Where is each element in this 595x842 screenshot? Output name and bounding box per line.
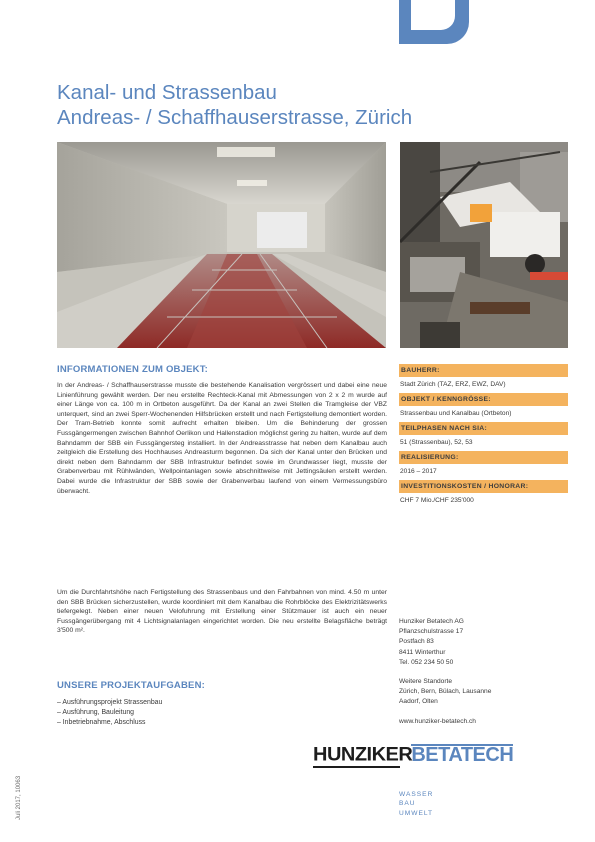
- phone: Tel. 052 234 50 50: [399, 658, 454, 666]
- logo-underline: [313, 766, 400, 768]
- website-link[interactable]: www.hunziker-betatech.ch: [399, 717, 476, 725]
- logo-betatech: BETATECH: [411, 744, 514, 766]
- objekt-value: Strassenbau und Kanalbau (Ortbeton): [400, 410, 512, 417]
- side-date: Juli 2017, 10063: [16, 775, 22, 820]
- tunnel-photo: [57, 142, 386, 348]
- title-line-2: Andreas- / Schaffhauserstrasse, Zürich: [57, 106, 413, 129]
- info-paragraph-1: In der Andreas- / Schaffhauserstrasse musste die bestehende Kanalisation vergrössert und dabei eine neue Linienführung gewählt werden. Der neu erstellte Rechteck-Kanal mit Abmessungen von 2 x 2 m wurde auf einer Länge von ca. 100 m in Ortbeton ausgeführt. Da der Kanal an zwei Stellen die Tramgleise der VBZ unterquert, sind an zwei Sperr-Wochenenden Hilfsbrücken erstellt und nach Fertigstellung demontiert worden. Der Tram-Betrieb konnte somit aufrecht erhalten bleiben. Um die Behinderung der grossen Fussgängermengen zwischen Bahnhof Oerlikon und Hallenstadion möglichst gering zu halten, wurde auf dem Bahndamm der SBB ein Fussgängersteg installiert. In der Andreasstrasse hat neben dem Kanalbau auch zeitgleich die Erstellung des Hochhauses Andreasturm begonnen. Da sich der Kanal unter den Brücken und direkt neben dem Bahndamm der SBB Infrastruktur befindet sowie im Grundwasser liegt, musste der Grabenverbau mit Rühlwänden, Wellpointanlagen sowie abschnittweise mit Jettingsäulen erstellt werden. Dabei wurde die Infrastruktur der SBB sowie der Grabenverbau laufend von einem Vermessungsbüro überwacht.: [57, 382, 387, 495]
- street: Pflanzschulstrasse 17: [399, 628, 464, 636]
- tasks-list: [57, 698, 377, 728]
- teilphasen-value: 51 (Strassenbau), 52, 53: [400, 439, 473, 446]
- page-title: [57, 80, 477, 130]
- city: 8411 Winterthur: [399, 648, 446, 656]
- construction-site-photo: [400, 142, 568, 348]
- realisierung-value: 2016 – 2017: [400, 468, 437, 475]
- contact-block: [399, 617, 569, 727]
- slogan-line-3: UMWELT: [399, 809, 434, 817]
- bauherr-label: BAUHERR:: [399, 364, 568, 377]
- postfach: Postfach 83: [399, 638, 434, 646]
- kosten-value: CHF 7 Mio./CHF 235'000: [400, 497, 474, 504]
- facts-table: [399, 364, 568, 509]
- task-item: – Inbetriebnahme, Abschluss: [57, 719, 146, 726]
- bauherr-value: Stadt Zürich (TAZ, ERZ, EWZ, DAV): [400, 381, 506, 388]
- slogan: [399, 790, 433, 818]
- standorte-title: Weitere Standorte: [399, 678, 453, 686]
- task-item: – Ausführung, Bauleitung: [57, 709, 135, 716]
- title-line-1: Kanal- und Strassenbau: [57, 81, 277, 104]
- tasks-heading: UNSERE PROJEKTAUFGABEN:: [57, 680, 205, 691]
- standorte-line-2: Aadorf, Olten: [399, 698, 438, 706]
- objekt-label: OBJEKT / KENNGRÖSSE:: [399, 393, 568, 406]
- standorte-line-1: Zürich, Bern, Bülach, Lausanne: [399, 688, 492, 696]
- info-heading: INFORMATIONEN ZUM OBJEKT:: [57, 364, 209, 375]
- realisierung-label: REALISIERUNG:: [399, 451, 568, 464]
- kosten-label: INVESTITIONSKOSTEN / HONORAR:: [399, 480, 568, 493]
- slogan-line-1: WASSER: [399, 791, 434, 798]
- logo-hunziker: HUNZIKER: [313, 744, 413, 766]
- company-name: Hunziker Betatech AG: [399, 618, 464, 625]
- info-paragraph-2: Um die Durchfahrtshöhe nach Fertigstellung des Strassenbaus und den Fahrbahnen von mind. 4.50 m unter den SBB Brücken sicherzustellen, wurde koordiniert mit dem Kanalbau die Rohrblöcke des Elektrizitätswerks tiefergelegt. Neben einer neuen Velofuhrung mit Erstellung einer Stützmauer ist auch ein neuer Fussgängerübergang mit 4 Lichtsignalanlagen eingerichtet worden. Die neu erstellte Belagsfläche beträgt 3'500 m².: [57, 589, 387, 635]
- slogan-line-2: BAU: [399, 800, 416, 808]
- task-item: – Ausführungsprojekt Strassenbau: [57, 699, 163, 706]
- corner-logo-mark: [399, 0, 469, 44]
- teilphasen-label: TEILPHASEN NACH SIA:: [399, 422, 568, 435]
